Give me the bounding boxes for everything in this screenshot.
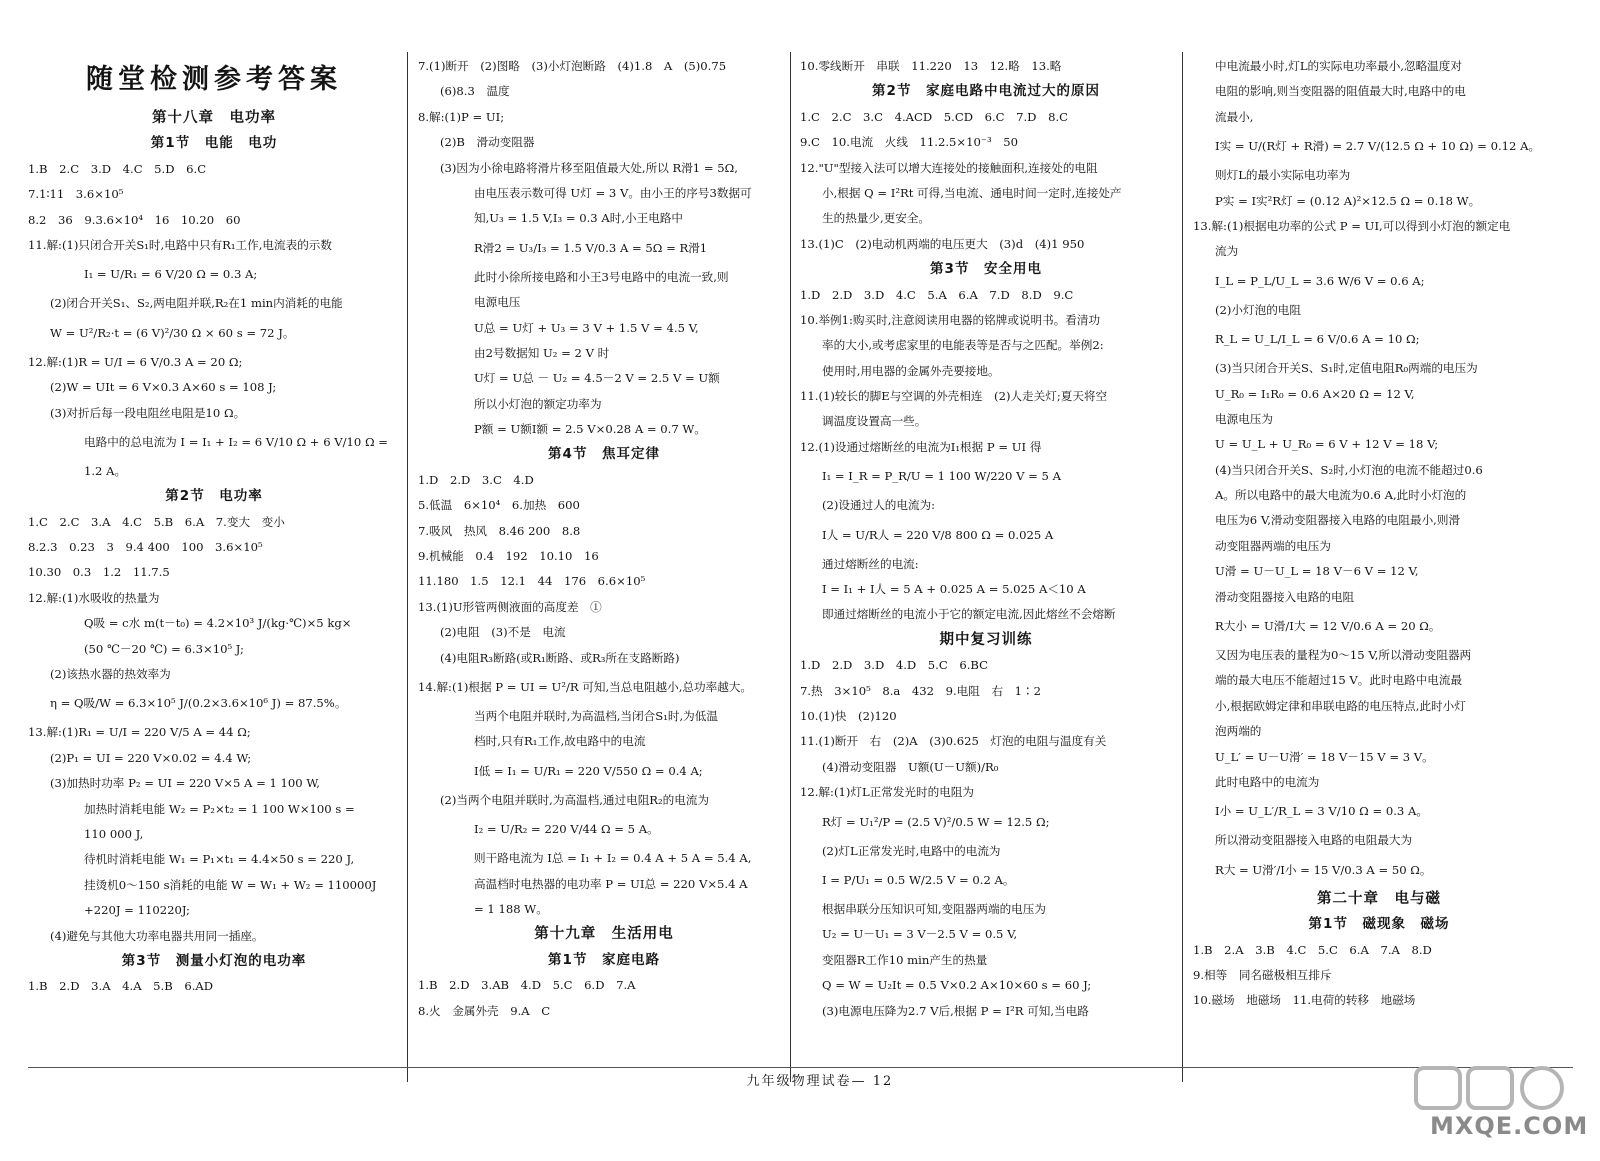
answer-line: 此时小徐所接电路和小王3号电路中的电流一致,则 <box>474 269 729 284</box>
answer-line: 7.1∶11 3.6×10⁵ <box>28 187 124 202</box>
answer-line: 此时电路中的电流为 <box>1215 774 1320 789</box>
answer-line: R灯 = U₁²/P = (2.5 V)²/0.5 W = 12.5 Ω; <box>822 814 1050 829</box>
answer-line: 加热时消耗电能 W₂ = P₂×t₂ = 1 100 W×100 s = <box>84 801 355 816</box>
answer-line: U₂ = U－U₁ = 3 V－2.5 V = 0.5 V, <box>822 927 1018 942</box>
answer-line: (4)避免与其他大功率电器共用同一插座。 <box>50 928 264 943</box>
answer-line: (2)该热水器的热效率为 <box>50 667 171 682</box>
answer-line: A。所以电路中的最大电流为0.6 A,此时小灯泡的 <box>1215 488 1467 503</box>
section-heading: 第2节 家庭电路中电流过大的原因 <box>872 83 1100 100</box>
answer-line: (2)W = UIt = 6 V×0.3 A×60 s = 108 J; <box>50 380 277 395</box>
watermark-logo <box>1408 1066 1589 1150</box>
answer-line: 7.(1)断开 (2)图略 (3)小灯泡断路 (4)1.8 A (5)0.75 <box>418 59 727 73</box>
answer-line: (2)当两个电阻并联时,为高温档,通过电阻R₂的电流为 <box>440 792 710 807</box>
answer-line: 电压为6 V,滑动变阻器接入电路的电阻最小,则滑 <box>1215 513 1461 528</box>
answer-line: 13.解:(1)R₁ = U/I = 220 V/5 A = 44 Ω; <box>28 725 251 740</box>
answer-line: R滑2 = U₃/I₃ = 1.5 V/0.3 A = 5Ω = R滑1 <box>474 240 708 255</box>
answer-line: 率的大小,或考虑家里的电能表等是否与之匹配。举例2: <box>822 338 1104 353</box>
answer-line: 13.(1)C (2)电动机两端的电压更大 (3)d (4)1 950 <box>800 236 1085 251</box>
answer-line: 则灯L的最小实际电功率为 <box>1215 168 1351 183</box>
answer-line: 小,根据 Q = I²Rt 可得,当电流、通电时间一定时,连接处产 <box>822 185 1122 200</box>
answer-line: 1.B 2.C 3.D 4.C 5.D 6.C <box>28 161 207 176</box>
section-heading: 第十八章 电功率 <box>152 110 276 126</box>
section-heading: 第1节 磁现象 磁场 <box>1308 916 1450 933</box>
answer-line: 电源电压 <box>474 295 521 310</box>
answer-line: 7.吸风 热风 8.46 200 8.8 <box>418 523 581 538</box>
answer-line: 所以小灯泡的额定功率为 <box>474 396 602 411</box>
answer-line: (2)电阻 (3)不是 电流 <box>440 625 566 640</box>
answer-line: 使用时,用电器的金属外壳要接地。 <box>822 363 1000 378</box>
answer-line: 1.2 A。 <box>84 463 127 478</box>
answer-line: (2)设通过人的电流为: <box>822 498 936 513</box>
answer-line: (3)因为小徐电路将滑片移至阻值最大处,所以 R滑1 = 5Ω, <box>440 160 738 175</box>
answer-line: 12.解:(1)灯L正常发光时的电阻为 <box>800 785 974 800</box>
answer-line: 根据串联分压知识可知,变阻器两端的电压为 <box>822 901 1046 916</box>
footer-rule <box>28 1067 1573 1068</box>
answer-line: 5.低温 6×10⁴ 6.加热 600 <box>418 498 580 513</box>
answer-line: 10.举例1:购买时,注意阅读用电器的铭牌或说明书。看清功 <box>800 312 1101 327</box>
answer-line: I实 = U/(R灯 + R滑) = 2.7 V/(12.5 Ω + 10 Ω) = 0.12 A。 <box>1215 139 1541 154</box>
answer-line: 又因为电压表的量程为0～15 V,所以滑动变阻器两 <box>1215 648 1472 663</box>
answer-line: 8.2.3 0.23 3 9.4 400 100 3.6×10⁵ <box>28 540 263 555</box>
answer-line: 1.D 2.D 3.C 4.D <box>418 472 534 487</box>
answer-line: 小,根据欧姆定律和串联电路的电压特点,此时小灯 <box>1215 698 1466 713</box>
answer-line: 13.(1)U形管两侧液面的高度差 ① <box>418 599 602 614</box>
answer-line: 调温度设置高一些。 <box>822 414 927 429</box>
answer-line: 动变阻器两端的电压为 <box>1215 538 1331 553</box>
answer-line: 电路中的总电流为 I = I₁ + I₂ = 6 V/10 Ω + 6 V/10 Ω = <box>84 434 388 449</box>
answer-line: U滑 = U－U_L = 18 V－6 V = 12 V, <box>1215 564 1419 579</box>
answer-line: Q吸 = c水 m(t－t₀) = 4.2×10³ J/(kg·℃)×5 kg× <box>84 616 352 631</box>
column-divider <box>1182 52 1183 1082</box>
answer-line: 由电压表示数可得 U灯 = 3 V。由小王的序号3数据可 <box>474 185 752 200</box>
answer-line: R_L = U_L/I_L = 6 V/0.6 A = 10 Ω; <box>1215 332 1420 347</box>
answer-line: (2)P₁ = UI = 220 V×0.02 = 4.4 W; <box>50 750 252 765</box>
answer-line: 所以滑动变阻器接入电路的电阻最大为 <box>1215 833 1413 848</box>
answer-line: 1.B 2.D 3.AB 4.D 5.C 6.D 7.A <box>418 978 636 993</box>
answer-line: 1.B 2.A 3.B 4.C 5.C 6.A 7.A 8.D <box>1193 942 1432 957</box>
column-2 <box>418 54 790 1024</box>
answer-line: 中电流最小时,灯L的实际电功率最小,忽略温度对 <box>1215 59 1462 73</box>
column-1 <box>28 54 400 1000</box>
answer-line: 即通过熔断丝的电流小于它的额定电流,因此熔丝不会熔断 <box>822 607 1116 622</box>
answer-line: 12."U"型接入法可以增大连接处的接触面积,连接处的电阻 <box>800 160 1098 175</box>
answer-line: η = Q吸/W = 6.3×10⁵ J/(0.2×3.6×10⁶ J) = 87.5%。 <box>50 696 347 711</box>
answer-line: 10.(1)快 (2)120 <box>800 708 897 723</box>
answer-line: (3)当只闭合开关S、S₁时,定值电阻R₀两端的电压为 <box>1215 361 1478 376</box>
answer-line: 14.解:(1)根据 P = UI = U²/R 可知,当总电阻越小,总功率越大。 <box>418 679 752 694</box>
answer-line: 10.零线断开 串联 11.220 13 12.略 13.略 <box>800 59 1062 73</box>
answer-line: 7.热 3×10⁵ 8.a 432 9.电阻 右 1∶2 <box>800 683 1042 698</box>
answer-line: 流最小, <box>1215 109 1254 124</box>
answer-line: (2)闭合开关S₁、S₂,两电阻并联,R₂在1 min内消耗的电能 <box>50 296 343 311</box>
answer-line: 1.D 2.D 3.D 4.C 5.A 6.A 7.D 8.D 9.C <box>800 287 1074 302</box>
answer-line: U_L′ = U－U滑′ = 18 V－15 V = 3 V。 <box>1215 749 1434 764</box>
column-4 <box>1193 54 1565 1014</box>
answer-line: 流为 <box>1215 244 1239 259</box>
answer-line: 12.(1)设通过熔断丝的电流为I₁根据 P = UI 得 <box>800 439 1042 454</box>
answer-line: I低 = I₁ = U/R₁ = 220 V/550 Ω = 0.4 A; <box>474 763 703 778</box>
column-3 <box>800 54 1172 1024</box>
section-heading: 第十九章 生活用电 <box>534 926 674 943</box>
section-heading: 第1节 电能 电功 <box>150 135 278 152</box>
answer-line: U_R₀ = I₁R₀ = 0.6 A×20 Ω = 12 V, <box>1215 386 1415 401</box>
answer-line: I₂ = U/R₂ = 220 V/44 Ω = 5 A。 <box>474 822 659 837</box>
answer-line: 110 000 J, <box>84 826 144 841</box>
answer-line: 高温档时电热器的电功率 P = UI总 = 220 V×5.4 A <box>474 876 748 891</box>
answer-line: 电源电压为 <box>1215 411 1273 426</box>
answer-line: (4)当只闭合开关S、S₂时,小灯泡的电流不能超过0.6 <box>1215 462 1483 477</box>
answer-line: 10.30 0.3 1.2 11.7.5 <box>28 565 170 580</box>
answer-line: 12.解:(1)水吸收的热量为 <box>28 590 160 605</box>
answer-line: 8.火 金属外壳 9.A C <box>418 1003 551 1018</box>
answer-line: (4)滑动变阻器 U额(U－U额)/R₀ <box>822 759 999 774</box>
section-heading: 第3节 安全用电 <box>930 261 1042 278</box>
page-title: 随堂检测参考答案 <box>86 64 342 95</box>
answer-line: I₁ = U/R₁ = 6 V/20 Ω = 0.3 A; <box>84 267 258 282</box>
watermark-text: MXQE.COM <box>1430 1112 1589 1140</box>
answer-line: (2)B 滑动变阻器 <box>440 135 535 150</box>
answer-line: (4)电阻R₃断路(或R₁断路、或R₃所在支路断路) <box>440 650 680 665</box>
answer-line: 通过熔断丝的电流: <box>822 556 919 571</box>
section-heading: 第二十章 电与磁 <box>1317 890 1441 907</box>
answer-line: 10.磁场 地磁场 11.电荷的转移 地磁场 <box>1193 993 1416 1008</box>
answer-line: (2)灯L正常发光时,电路中的电流为 <box>822 843 1001 858</box>
answer-line: (6)8.3 温度 <box>440 84 510 99</box>
answer-line: 9.相等 同名磁极相互排斥 <box>1193 967 1332 982</box>
answer-line: Q = W = U₂It = 0.5 V×0.2 A×10×60 s = 60 J; <box>822 978 1092 993</box>
answer-line: 待机时消耗电能 W₁ = P₁×t₁ = 4.4×50 s = 220 J, <box>84 852 355 867</box>
answer-line: U灯 = U总 － U₂ = 4.5－2 V = 2.5 V = U额 <box>474 371 720 386</box>
answer-line: 8.2 36 9.3.6×10⁴ 16 10.20 60 <box>28 212 241 227</box>
answer-line: 11.180 1.5 12.1 44 176 6.6×10⁵ <box>418 574 646 589</box>
answer-line: 1.C 2.C 3.A 4.C 5.B 6.A 7.变大 变小 <box>28 514 285 529</box>
answer-line: 12.解:(1)R = U/I = 6 V/0.3 A = 20 Ω; <box>28 354 243 369</box>
answer-line: 11.解:(1)只闭合开关S₁时,电路中只有R₁工作,电流表的示数 <box>28 237 332 252</box>
answer-line: 端的最大电压不能超过15 V。此时电路中电流最 <box>1215 673 1463 688</box>
answer-line: 生的热量少,更安全。 <box>822 211 931 226</box>
answer-line: (2)小灯泡的电阻 <box>1215 302 1301 317</box>
answer-line: 挂烫机0～150 s消耗的电能 W = W₁ + W₂ = 110000J <box>84 877 377 892</box>
answer-line: I小 = U_L′/R_L = 3 V/10 Ω = 0.3 A。 <box>1215 804 1428 819</box>
section-heading: 第1节 家庭电路 <box>548 951 660 968</box>
answer-line: 滑动变阻器接入电路的电阻 <box>1215 589 1355 604</box>
column-divider <box>790 52 791 1082</box>
answer-line: W = U²/R₂·t = (6 V)²/30 Ω × 60 s = 72 J。 <box>50 325 295 340</box>
answer-line: 则干路电流为 I总 = I₁ + I₂ = 0.4 A + 5 A = 5.4 A, <box>474 851 752 866</box>
answer-line: I人 = U/R人 = 220 V/8 800 Ω = 0.025 A <box>822 527 1054 542</box>
answer-line: 知,U₃ = 1.5 V,I₃ = 0.3 A时,小王电路中 <box>474 211 683 226</box>
answer-line: R大 = U滑′/I小 = 15 V/0.3 A = 50 Ω。 <box>1215 862 1432 877</box>
answer-line: 11.(1)断开 右 (2)A (3)0.625 灯泡的电阻与温度有关 <box>800 734 1107 749</box>
answer-line: 1.C 2.C 3.C 4.ACD 5.CD 6.C 7.D 8.C <box>800 109 1069 124</box>
answer-line: 当两个电阻并联时,为高温档,当闭合S₁时,为低温 <box>474 708 718 723</box>
answer-line: I = I₁ + I人 = 5 A + 0.025 A = 5.025 A＜10 A <box>822 582 1086 597</box>
answer-line: U总 = U灯 + U₃ = 3 V + 1.5 V = 4.5 V, <box>474 320 699 335</box>
answer-line: I₁ = I_R = P_R/U = 1 100 W/220 V = 5 A <box>822 469 1061 484</box>
answer-line: 9.C 10.电流 火线 11.2.5×10⁻³ 50 <box>800 135 1018 150</box>
answer-line: 13.解:(1)根据电功率的公式 P = UI,可以得到小灯泡的额定电 <box>1193 218 1511 233</box>
answer-line: (3)对折后每一段电阻丝电阻是10 Ω。 <box>50 405 246 420</box>
answer-line: U = U_L + U_R₀ = 6 V + 12 V = 18 V; <box>1215 437 1439 452</box>
answer-line: 11.(1)较长的脚E与空调的外壳相连 (2)人走关灯;夏天将空 <box>800 389 1108 404</box>
column-divider <box>407 52 408 1082</box>
answer-line: P实 = I实²R灯 = (0.12 A)²×12.5 Ω = 0.18 W。 <box>1215 193 1481 208</box>
answer-line: (3)电源电压降为2.7 V后,根据 P = I²R 可知,当电路 <box>822 1003 1089 1018</box>
answer-line: R大小 = U滑/I大 = 12 V/0.6 A = 20 Ω。 <box>1215 619 1441 634</box>
answer-line: = 1 188 W。 <box>474 901 548 916</box>
section-heading: 期中复习训练 <box>939 631 1033 648</box>
answer-line: 1.D 2.D 3.D 4.D 5.C 6.BC <box>800 658 988 673</box>
answer-line: 1.B 2.D 3.A 4.A 5.B 6.AD <box>28 979 214 994</box>
answer-line: (50 ℃－20 ℃) = 6.3×10⁵ J; <box>84 641 244 656</box>
section-heading: 第2节 电功率 <box>165 488 263 505</box>
answer-line: 档时,只有R₁工作,故电路中的电流 <box>474 734 646 749</box>
answer-line: 8.解:(1)P = UI; <box>418 109 505 124</box>
section-heading: 第3节 测量小灯泡的电功率 <box>121 952 307 969</box>
answer-line: I_L = P_L/U_L = 3.6 W/6 V = 0.6 A; <box>1215 273 1425 288</box>
answer-line: 变阻器R工作10 min产生的热量 <box>822 952 988 967</box>
answer-line: 泡两端的 <box>1215 724 1262 739</box>
answer-line: I = P/U₁ = 0.5 W/2.5 V = 0.2 A。 <box>822 872 1015 887</box>
answer-line: 9.机械能 0.4 192 10.10 16 <box>418 549 599 564</box>
answer-line: 由2号数据知 U₂ = 2 V 时 <box>474 345 610 360</box>
page-footer: 九年级物理试卷— 12 <box>746 1074 894 1089</box>
answer-line: +220J = 110220J; <box>84 903 190 918</box>
section-heading: 第4节 焦耳定律 <box>548 446 660 463</box>
answer-line: P额 = U额I额 = 2.5 V×0.28 A = 0.7 W。 <box>474 422 706 437</box>
answer-line: (3)加热时功率 P₂ = UI = 220 V×5 A = 1 100 W, <box>50 776 320 791</box>
answer-line: 电阻的影响,则当变阻器的阻值最大时,电路中的电 <box>1215 84 1466 99</box>
